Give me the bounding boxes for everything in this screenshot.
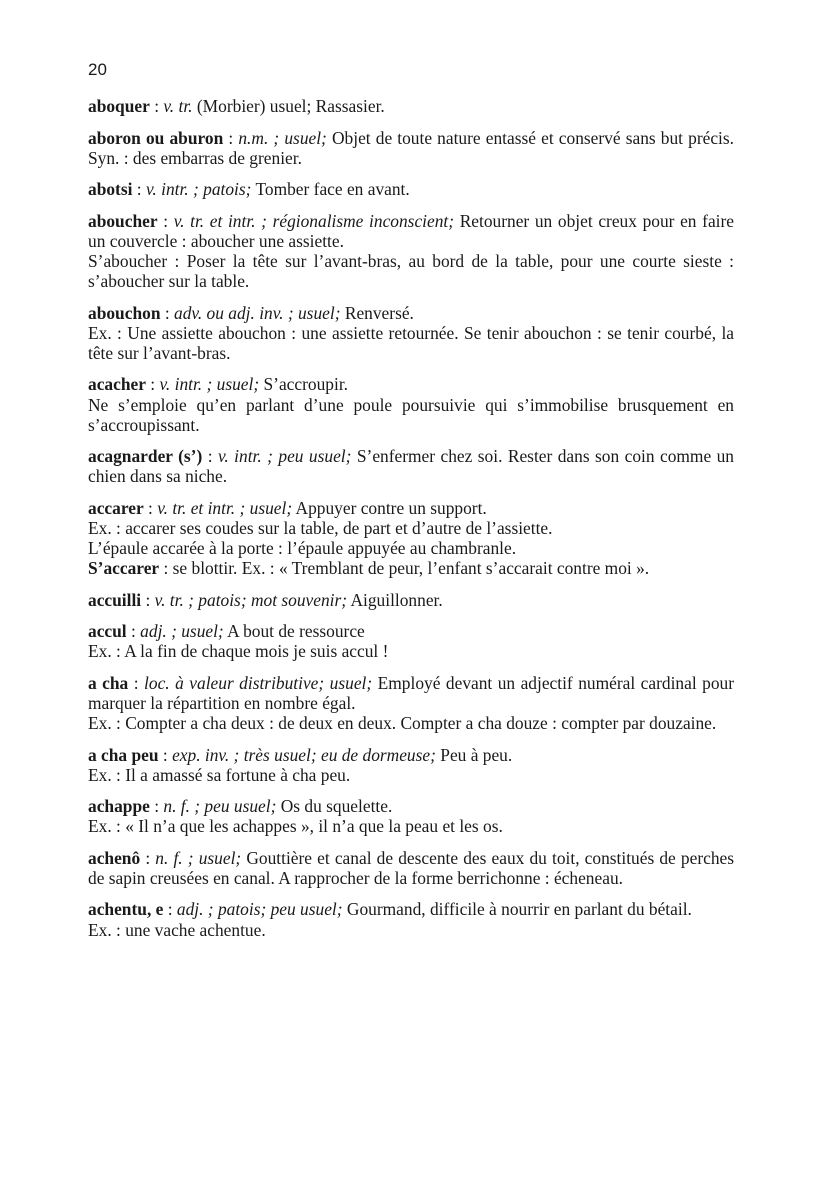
- grammar-note: adj. ; usuel;: [140, 621, 224, 642]
- example-line: Ex. : « Il n’a que les achappes », il n’a que la peau et les os.: [88, 816, 503, 837]
- separator: :: [128, 672, 145, 693]
- grammar-note: loc. à valeur distributive; usuel;: [144, 672, 373, 693]
- definition: Employé devant un adjectif numéral cardinal pour marquer la répartition en nombre égal.: [88, 672, 734, 713]
- entry-list: [88, 96, 734, 940]
- grammar-note: v. tr. et intr. ; usuel;: [157, 497, 293, 518]
- entry-main-line: [88, 796, 734, 816]
- grammar-note: adv. ou adj. inv. ; usuel;: [174, 302, 341, 323]
- definition: Gouttière et canal de descente des eaux du toit, constitués de perches de sapin creusées en canal. A rapprocher de la forme berrichonne : écheneau.: [88, 847, 735, 888]
- example-line: Ex. : une vache achentue.: [88, 919, 266, 940]
- dictionary-entry: [88, 796, 734, 836]
- separator: :: [160, 302, 175, 323]
- dictionary-entry: [88, 128, 734, 168]
- grammar-note: exp. inv. ; très usuel; eu de dormeuse;: [172, 744, 436, 765]
- entry-main-line: [88, 899, 734, 919]
- headword: acacher: [88, 374, 146, 395]
- headword: aboquer: [88, 96, 150, 117]
- dictionary-entry: [88, 211, 734, 292]
- headword: aboucher: [88, 210, 158, 231]
- dictionary-entry: [88, 590, 734, 610]
- entry-main-line: [88, 498, 734, 518]
- dictionary-entry: [88, 848, 734, 888]
- definition: S’accroupir.: [259, 374, 348, 395]
- entry-main-line: [88, 590, 734, 610]
- grammar-note: n. f. ; usuel;: [155, 847, 242, 868]
- dictionary-entry: [88, 446, 734, 486]
- dictionary-entry: [88, 673, 734, 734]
- example-line: Ex. : A la fin de chaque mois je suis accul !: [88, 641, 389, 662]
- grammar-note: v. intr. ; peu usuel;: [217, 446, 352, 467]
- definition: Retourner un objet creux pour en faire un couvercle : aboucher une assiette.: [88, 210, 734, 251]
- sub-entry-line: [88, 558, 734, 578]
- grammar-note: n. f. ; peu usuel;: [163, 796, 277, 817]
- separator: :: [163, 899, 177, 920]
- headword: abotsi: [88, 179, 133, 200]
- headword: accuilli: [88, 589, 142, 610]
- separator: :: [158, 744, 173, 765]
- definition: Appuyer contre un support.: [292, 497, 487, 518]
- separator: :: [140, 847, 156, 868]
- grammar-note: v. intr. ; patois;: [145, 179, 252, 200]
- dictionary-entry: [88, 96, 734, 116]
- definition: Renversé.: [340, 302, 414, 323]
- grammar-note: v. tr. et intr. ; régionalisme inconscient;: [173, 210, 455, 231]
- separator: :: [145, 374, 160, 395]
- separator: :: [223, 127, 239, 148]
- entry-main-line: [88, 96, 734, 116]
- separator: :: [132, 179, 146, 200]
- definition: Gourmand, difficile à nourrir en parlant du bétail.: [342, 899, 692, 920]
- grammar-note: n.m. ; usuel;: [238, 127, 327, 148]
- entry-main-line: [88, 745, 734, 765]
- grammar-note: v. intr. ; usuel;: [159, 374, 260, 395]
- headword: accul: [88, 621, 127, 642]
- headword: accarer: [88, 497, 144, 518]
- separator: :: [141, 589, 155, 610]
- separator: :: [157, 210, 174, 231]
- grammar-note: v. tr. ; patois; mot souvenir;: [154, 589, 348, 610]
- sub-definition: : se blottir. Ex. : « Tremblant de peur, l’enfant s’accarait contre moi ».: [159, 558, 650, 579]
- grammar-note: v. tr.: [163, 96, 193, 117]
- entry-main-line: [88, 211, 734, 251]
- definition: A bout de ressource: [223, 621, 365, 642]
- headword: aboron ou aburon: [88, 127, 224, 148]
- entry-main-line: [88, 303, 734, 323]
- entry-main-line: [88, 848, 734, 888]
- definition: Tomber face en avant.: [251, 179, 410, 200]
- separator: :: [143, 497, 158, 518]
- sub-headword: S’accarer: [88, 558, 160, 579]
- page-number: 20: [88, 60, 107, 79]
- entry-main-line: [88, 446, 734, 486]
- definition: Aiguillonner.: [347, 589, 443, 610]
- dictionary-entry: [88, 374, 734, 435]
- entry-main-line: [88, 179, 734, 199]
- example-line: Ex. : Compter a cha deux : de deux en deux. Compter a cha douze : compter par douzaine.: [88, 713, 717, 734]
- entry-main-line: [88, 621, 734, 641]
- headword: a cha: [88, 672, 129, 693]
- dictionary-entry: [88, 745, 734, 785]
- separator: :: [149, 796, 164, 817]
- grammar-note: adj. ; patois; peu usuel;: [176, 899, 343, 920]
- definition: (Morbier) usuel; Rassasier.: [192, 96, 385, 117]
- dictionary-entry: [88, 303, 734, 364]
- entry-main-line: [88, 673, 734, 713]
- headword: achenô: [88, 847, 141, 868]
- definition: Os du squelette.: [276, 796, 393, 817]
- entry-main-line: [88, 374, 734, 394]
- definition: Objet de toute nature entassé et conservé sans but précis. Syn. : des embarras de grenier.: [88, 127, 734, 168]
- headword: acagnarder (s’): [88, 446, 203, 467]
- headword: a cha peu: [88, 744, 159, 765]
- headword: achappe: [88, 796, 150, 817]
- definition: S’enfermer chez soi. Rester dans son coin comme un chien dans sa niche.: [88, 446, 734, 487]
- entry-main-line: [88, 128, 734, 168]
- dictionary-entry: [88, 498, 734, 579]
- example-line: Ne s’emploie qu’en parlant d’une poule poursuivie qui s’immobilise brusquement en s’accroupissant.: [88, 394, 734, 435]
- separator: :: [126, 621, 141, 642]
- headword: achentu, e: [88, 899, 164, 920]
- example-line: L’épaule accarée à la porte : l’épaule appuyée au chambranle.: [88, 538, 517, 559]
- example-line: S’aboucher : Poser la tête sur l’avant-bras, au bord de la table, pour une courte sieste : s’aboucher sur la table.: [88, 250, 734, 292]
- example-line: Ex. : Une assiette abouchon : une assiette retournée. Se tenir abouchon : se tenir courbé, la tête sur l’avant-bras.: [88, 322, 734, 363]
- headword: abouchon: [88, 302, 161, 323]
- definition: Peu à peu.: [435, 744, 513, 765]
- example-line: Ex. : accarer ses coudes sur la table, de part et d’autre de l’assiette.: [88, 517, 553, 538]
- dictionary-entry: [88, 621, 734, 661]
- dictionary-page: [88, 60, 734, 951]
- separator: :: [149, 96, 164, 117]
- dictionary-entry: [88, 179, 734, 199]
- dictionary-entry: [88, 899, 734, 939]
- example-line: Ex. : Il a amassé sa fortune à cha peu.: [88, 764, 351, 785]
- separator: :: [202, 446, 218, 467]
